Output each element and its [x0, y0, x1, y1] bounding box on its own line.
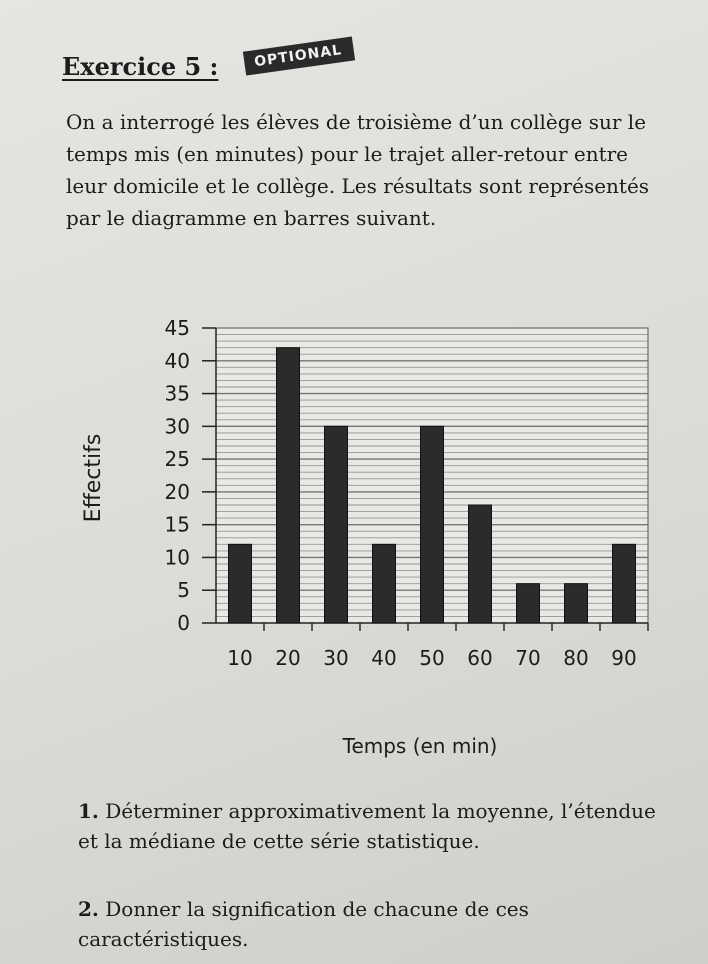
- bar-70: [517, 584, 540, 623]
- question-1-number: 1.: [78, 799, 99, 823]
- bar-80: [565, 584, 588, 623]
- x-tick-label-70: 70: [515, 646, 541, 670]
- exercise-intro: On a interrogé les élèves de troisième d’un collège sur le temps mis (en minutes) pour le trajet aller-retour entre leur domicile et le collège. Les résultats sont représentés par le diagramme en barres suivant.: [66, 110, 650, 230]
- x-tick-label-80: 80: [563, 646, 589, 670]
- bar-20: [277, 348, 300, 623]
- x-axis-label: Temps (en min): [342, 734, 498, 758]
- question-2: [78, 894, 668, 954]
- y-tick-label: 0: [177, 611, 190, 635]
- y-tick-label: 10: [164, 545, 190, 570]
- y-tick-label: 25: [164, 447, 190, 472]
- x-tick-label-90: 90: [611, 646, 637, 670]
- y-tick-label: 35: [164, 381, 190, 406]
- x-tick-label-40: 40: [371, 646, 397, 670]
- y-tick-label: 45: [164, 316, 190, 340]
- y-tick-label: 40: [164, 348, 190, 373]
- x-tick-label-50: 50: [419, 646, 445, 670]
- y-axis-label: Effectifs: [81, 433, 106, 523]
- x-tick-label-30: 30: [323, 646, 349, 670]
- bar-chart: [0, 316, 708, 726]
- bar-40: [373, 544, 396, 623]
- y-tick-label: 20: [164, 479, 190, 504]
- bar-90: [613, 544, 636, 623]
- y-tick-label: 5: [177, 578, 190, 603]
- y-tick-label: 15: [164, 512, 190, 537]
- x-tick-label-20: 20: [275, 646, 301, 670]
- question-2-number: 2.: [78, 897, 99, 921]
- y-tick-label: 30: [164, 414, 190, 439]
- question-1-text: Déterminer approximativement la moyenne, l’étendue et la médiane de cette série statistique.: [78, 799, 656, 853]
- x-tick-label-60: 60: [467, 646, 493, 670]
- optional-stamp: OPTIONAL: [243, 36, 356, 75]
- bar-50: [421, 426, 444, 623]
- x-tick-label-10: 10: [227, 646, 253, 670]
- bar-30: [325, 426, 348, 623]
- question-2-text: Donner la signification de chacune de ces caractéristiques.: [78, 897, 529, 951]
- question-1: [78, 796, 668, 856]
- bar-10: [229, 544, 252, 623]
- exercise-heading: Exercice 5 :: [62, 52, 219, 81]
- bar-60: [469, 505, 492, 623]
